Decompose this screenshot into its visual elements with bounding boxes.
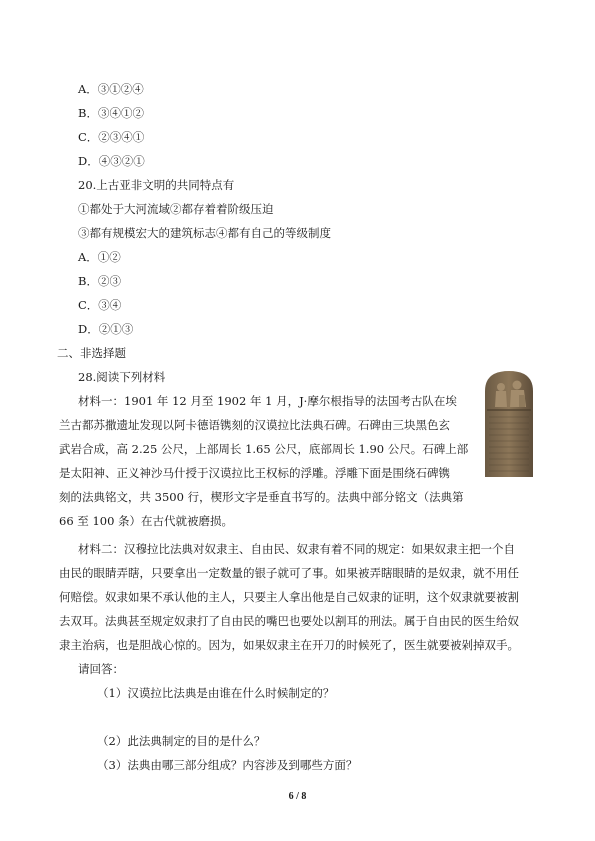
material-1-line: 刻的法典铭文，共 3500 行，楔形文字是垂直书写的。法典中部分铭文（法典第 xyxy=(59,490,464,504)
material-2-line: 材料二：汉穆拉比法典对奴隶主、自由民、奴隶有着不同的规定：如果奴隶主把一个自 xyxy=(78,542,515,556)
option-d: D．④③②① xyxy=(78,154,145,168)
q20-option-a: A．①② xyxy=(78,250,121,264)
hammurabi-stele-image xyxy=(479,369,539,477)
material-1-line: 66 至 100 条）在古代就被磨损。 xyxy=(59,514,234,528)
material-1-line: 材料一：1901 年 12 月至 1902 年 1 月，J·摩尔根指导的法国考古队在埃 xyxy=(78,394,457,408)
material-2-line: 隶主治病，也是胆战心惊的。因为，如果奴隶主在开刀的时候死了，医生就要被剁掉双手。 xyxy=(59,638,519,652)
option-b: B．③④①② xyxy=(78,106,144,120)
section-title: 二、非选择题 xyxy=(57,346,126,360)
sub-question-1: （1）汉谟拉比法典是由谁在什么时候制定的？ xyxy=(97,686,335,700)
question-20-statement-2: ③都有规模宏大的建筑标志④都有自己的等级制度 xyxy=(78,226,331,240)
question-20-statement-1: ①都处于大河流域②都存着着阶级压迫 xyxy=(78,202,274,216)
answer-prompt: 请回答： xyxy=(78,662,124,676)
option-c: C．②③④① xyxy=(78,130,145,144)
question-28-stem: 28.阅读下列材料 xyxy=(78,370,166,384)
option-a: A．③①②④ xyxy=(78,82,144,96)
sub-question-3: （3）法典由哪三部分组成？内容涉及到哪些方面？ xyxy=(97,758,358,772)
page-number: 6 / 8 xyxy=(288,791,307,802)
q20-option-d: D．②①③ xyxy=(78,322,134,336)
material-1-line: 武岩合成，高 2.25 公尺，上部周长 1.65 公尺，底部周长 1.90 公尺。石碑上部 xyxy=(59,442,469,456)
material-1-line: 是太阳神、正义神沙马什授于汉谟拉比王权标的浮雕。浮雕下面是围绕石碑镌 xyxy=(59,466,450,480)
sub-question-2: （2）此法典制定的目的是什么？ xyxy=(97,734,266,748)
material-1-line: 兰古都苏撒遗址发现以阿卡德语镌刻的汉谟拉比法典石碑。石碑由三块黑色玄 xyxy=(59,418,450,432)
q20-option-c: C．③④ xyxy=(78,298,122,312)
q20-option-b: B．②③ xyxy=(78,274,121,288)
question-20-stem: 20.上古亚非文明的共同特点有 xyxy=(78,178,235,192)
material-2-line: 何赔偿。奴隶如果不承认他的主人，只要主人拿出他是自己奴隶的证明，这个奴隶就要被割 xyxy=(59,590,519,604)
material-2-line: 去双耳。法典甚至规定奴隶打了自由民的嘴巴也要处以割耳的刑法。属于自由民的医生给奴 xyxy=(59,614,519,628)
material-2-line: 由民的眼睛弄瞎，只要拿出一定数量的银子就可了事。如果被弄瞎眼睛的是奴隶，就不用任 xyxy=(59,566,519,580)
